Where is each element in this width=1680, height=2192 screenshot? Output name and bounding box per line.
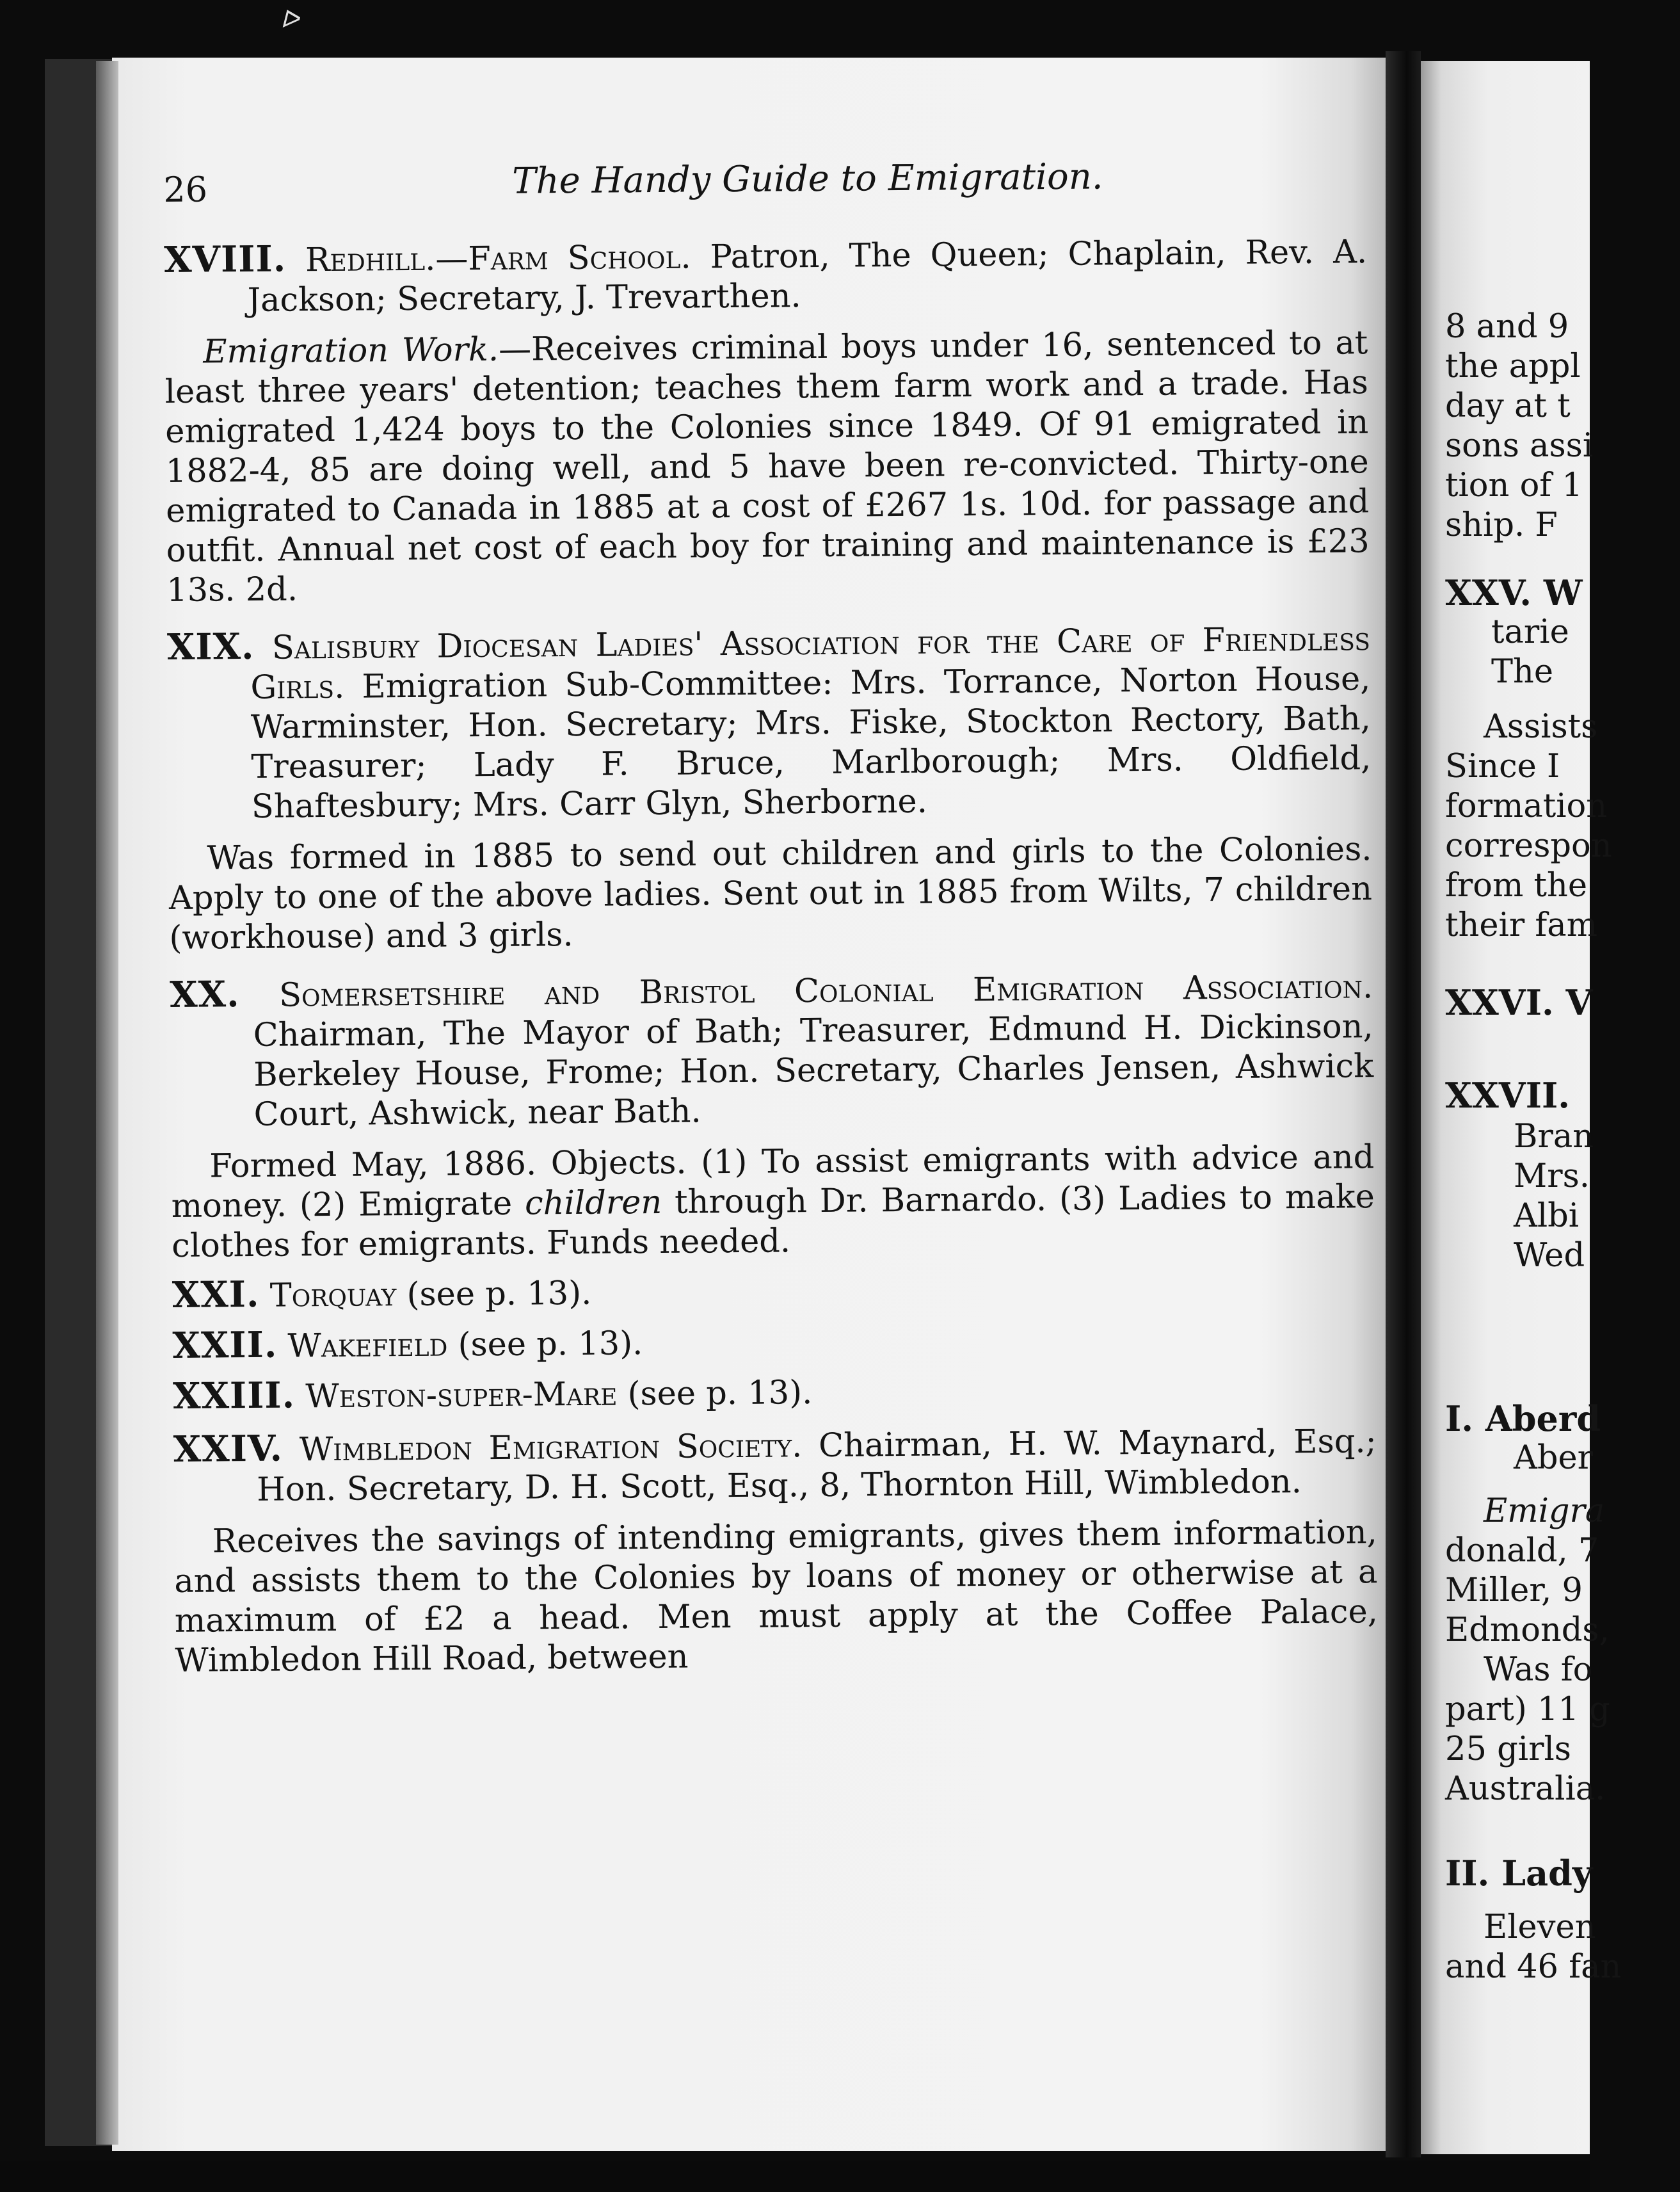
fragment-line: Emigra: [1484, 1492, 1605, 1530]
entry-xx: [170, 965, 1374, 1136]
entry-name: Salisbury Diocesan Ladies' Association for the Care of Friendless Girls.: [250, 620, 1371, 707]
fragment-line: Edmonds,: [1445, 1611, 1610, 1649]
para-text: —Receives criminal boys under 16, sentenced to at least three years' detention; teaches them farm work and a trade. Has emigrated 1,424 boys to the Colonies since 1849. Of 91 emigrated in 1882-4, 85 are doing well, and 5 have been re-convicted. Thirty-one emigrated to Canada in 1885 at a cost of £267 1s. 10d. for passage and outfit. Annual net cost of each boy for training and maintenance is £23 13s. 2d.: [164, 324, 1370, 609]
entry-name: Wimbledon Emigration Society.: [299, 1427, 803, 1469]
fragment-line: The: [1491, 653, 1554, 691]
entry-detail: Emigration Sub-Committee: Mrs. Torrance, Norton House, Warminster, Hon. Secretary; Mrs. Fiske, Stockton Rectory, Bath, Treasurer; Lady F. Bruce, Marlborough; Mrs. Oldfield, Shaftesbury; Mrs. Carr Glyn, Sherborne.: [250, 660, 1372, 826]
entry-number: XXII.: [172, 1323, 278, 1367]
fragment-heading: I. Aberd: [1445, 1398, 1601, 1439]
entry-xix-body: Was formed in 1885 to send out children and girls to the Colonies. Apply to one of the above ladies. Sent out in 1885 from Wilts, 7 children (workhouse) and 3 girls.: [168, 830, 1373, 957]
entry-xxiv-body: Receives the savings of intending emigrants, gives them information, and assists them to the Colonies by loans of money or otherwise at a maximum of £2 a head. Men must apply at the Coffee Palace, Wimbledon Hill Road, between: [174, 1513, 1379, 1680]
entry-xix: [167, 618, 1372, 828]
entry-xviii-body: [164, 323, 1370, 611]
fragment-line: their fam: [1445, 907, 1598, 944]
book-gutter: [1386, 51, 1421, 2157]
fragment-line: Wed: [1514, 1237, 1585, 1275]
fragment-line: donald, 7: [1445, 1532, 1599, 1570]
entry-name: Torquay: [269, 1276, 397, 1315]
entry-number: XXIV.: [173, 1427, 284, 1471]
entry-xx-body: [171, 1138, 1375, 1266]
page-edge: [96, 61, 118, 2145]
entry-number: XX.: [169, 973, 240, 1016]
entry-ref: (see p. 13).: [627, 1374, 813, 1414]
fragment-line: XXV. W: [1445, 572, 1583, 613]
fragment-line: Since I: [1445, 748, 1560, 786]
entry-detail: Chairman, The Mayor of Bath; Treasurer, Edmund H. Dickinson, Berkeley House, Frome; Hon. Secretary, Charles Jensen, Ashwick Court, Ashwick, near Bath.: [253, 1008, 1374, 1134]
entry-xxiv: [173, 1420, 1377, 1511]
fragment-line: and 46 fan: [1445, 1948, 1622, 1986]
fragment-line: XXVII.: [1445, 1075, 1571, 1116]
entry-name: Somersetshire and Bristol Colonial Emigration Association.: [278, 968, 1373, 1015]
fragment-line: 25 girls: [1445, 1730, 1571, 1768]
entry-number: XIX.: [166, 625, 255, 668]
fragment-line: [1445, 1399, 1612, 1440]
fragment-line: Albi: [1514, 1197, 1580, 1235]
fragment-line: Assists: [1484, 708, 1598, 746]
fragment-line: Was fo: [1484, 1651, 1593, 1689]
fragment-line: tion of 1: [1445, 467, 1583, 504]
fragment-line: from the: [1445, 867, 1588, 905]
page-number: 26: [163, 169, 208, 210]
fragment-line: Bran: [1514, 1118, 1594, 1156]
fragment-line: the appl: [1445, 348, 1581, 385]
page-content: [163, 154, 1379, 1681]
fragment-line: 8 and 9: [1445, 308, 1569, 346]
fragment-line: Aber: [1514, 1439, 1594, 1477]
entry-detail: Patron, The Queen; Chaplain, Rev. A. Jackson; Secretary, J. Trevarthen.: [247, 233, 1368, 319]
fragment-line: day at t: [1445, 387, 1571, 425]
para-italic: children: [524, 1183, 662, 1223]
para-text: Formed May, 1886. Objects. (1) To assist emigrants with advice and money. (2) Emigrate: [171, 1138, 1375, 1225]
entry-number: XVIII.: [163, 238, 287, 281]
entry-number: XXI.: [172, 1273, 260, 1316]
entry-xxi: [172, 1266, 1375, 1317]
entry-xviii: [164, 230, 1368, 321]
fragment-line: part) 11 g: [1445, 1691, 1610, 1729]
para-text: through Dr. Barnardo. (3) Ladies to make clothes for emigrants. Funds needed.: [172, 1178, 1375, 1265]
running-head: [163, 154, 1367, 240]
corner-mark: ᐅ: [280, 5, 300, 33]
fragment-line: Australia.: [1445, 1770, 1606, 1808]
fragment-line: XXVI. V: [1445, 982, 1593, 1023]
fragment-line: Miller, 9: [1445, 1572, 1583, 1609]
entry-name: Weston-super-Mare: [305, 1375, 618, 1416]
entry-name: Redhill.—Farm School.: [305, 238, 691, 280]
entry-detail: Chairman, H. W. Maynard, Esq.; Hon. Secretary, D. H. Scott, Esq., 8, Thornton Hill, Wimbledon.: [257, 1422, 1377, 1509]
fragment-line: II. Lady: [1445, 1853, 1593, 1894]
fragment-line: formation: [1445, 787, 1608, 825]
entry-ref: (see p. 13).: [406, 1274, 592, 1314]
fragment-line: sons assi: [1445, 427, 1594, 465]
fragment-line: Eleven: [1484, 1908, 1596, 1946]
entry-xxii: [172, 1316, 1375, 1367]
para-label: Emigration Work.: [203, 330, 499, 371]
scan-border: [0, 2161, 1590, 2192]
entry-number: XXIII.: [172, 1374, 296, 1417]
fragment-line: ship. F: [1445, 506, 1558, 544]
facing-page-text: [1421, 61, 1622, 2154]
fragment-line: correspon: [1445, 827, 1612, 865]
fragment-line: tarie: [1491, 613, 1569, 651]
entry-ref: (see p. 13).: [458, 1325, 643, 1364]
fragment-line: Mrs.: [1514, 1157, 1590, 1195]
entry-xxiii: [173, 1367, 1376, 1418]
entry-name: Wakefield: [287, 1326, 448, 1366]
running-title: The Handy Guide to Emigration.: [511, 156, 1103, 202]
